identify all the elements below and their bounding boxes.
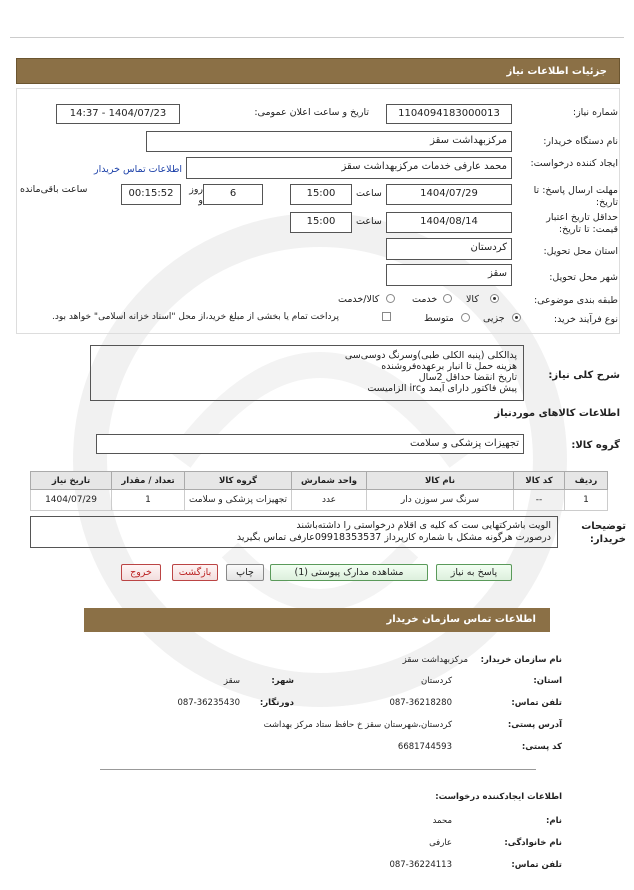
purchase-radio-medium[interactable] [461,313,470,322]
category-radio-goods[interactable] [490,294,499,303]
table-row [31,490,608,511]
cell-row: 1 [565,490,608,511]
creator-section-title: اطلاعات ایجادکننده درخواست: [435,792,562,802]
cell-group: تجهیزات پزشکی و سلامت [185,490,292,511]
time-remaining-field: 00:15:52 [121,184,181,205]
requester-label: ایجاد کننده درخواست: [530,158,618,169]
price-validity-time-label: ساعت [356,216,382,227]
purchase-minor-label: جزیی [483,313,505,324]
contact-city-label: شهر: [271,676,294,686]
buyer-org-label: نام دستگاه خریدار: [543,136,618,147]
print-button[interactable]: چاپ [226,564,264,581]
price-validity-label: حداقل تاریخ اعتبار قیمت: تا تاریخ: [546,212,618,235]
creator-lastname-value: عارفی [429,838,452,848]
col-date: تاریخ نیاز [31,472,112,490]
creator-phone-value: 087-36224113 [389,860,452,870]
contact-fax-label: دورنگار: [259,698,294,708]
goods-section-title: اطلاعات کالاهای موردنیاز [494,408,620,419]
contact-province-label: استان: [533,676,562,686]
announce-datetime-label: تاریخ و ساعت اعلان عمومی: [254,107,369,118]
form-frame [16,88,620,334]
contact-phone-value: 087-36218280 [389,698,452,708]
col-unit: واحد شمارش [292,472,367,490]
delivery-province-field: کردستان [386,238,512,260]
announce-datetime-field: 1404/07/23 - 14:37 [56,104,180,124]
goods-group-field: تجهیزات پزشکی و سلامت [96,434,524,454]
goods-group-label: گروه کالا: [571,440,620,451]
contact-phone-label: تلفن تماس: [511,698,562,708]
delivery-city-label: شهر محل تحویل: [549,272,618,283]
contact-fax-value: 087-36235430 [177,698,240,708]
category-goods-service-label: کالا/خدمت [338,294,380,305]
notes-line: الویت باشرکتهایی ست که کلیه ی اقلام درخواستی را داشته‌باشند [296,520,551,531]
need-number-field: 1104094183000013 [386,104,512,124]
need-number-label: شماره نیاز: [572,107,618,118]
creator-name-value: محمد [432,816,452,826]
cell-date: 1404/07/29 [31,490,112,511]
creator-lastname-label: نام خانوادگی: [504,838,562,848]
col-code: کد کالا [514,472,565,490]
purchase-type-label: نوع فرآیند خرید: [553,314,618,325]
category-service-label: خدمت [412,294,438,305]
category-radio-service[interactable] [443,294,452,303]
cell-code: -- [514,490,565,511]
contact-header: اطلاعات تماس سازمان خریدار [84,608,550,632]
summary-line: پیش فاکتور دارای آیمد وirc الزامیست [367,383,517,394]
contact-postal-label: کد پستی: [521,742,562,752]
time-remaining-label: ساعت باقی‌مانده [20,184,88,195]
summary-box [90,345,524,401]
reply-button[interactable]: پاسخ به نیاز [436,564,512,581]
contact-postal-value: 6681744593 [397,742,452,752]
exit-button[interactable]: خروج [121,564,161,581]
summary-label: شرح کلی نیاز: [548,370,620,381]
contact-province-value: کردستان [420,676,452,686]
days-label: روز و [189,184,203,206]
contact-city-value: سقز [223,676,240,686]
contact-divider [100,769,536,770]
buyer-org-field: مرکزبهداشت سقز [146,131,512,152]
summary-line: پدالکلی (پنبه الکلی طبی)وسرنگ دوسی‌سی [344,350,517,361]
category-label: طبقه بندی موضوعی: [533,295,618,306]
table-header-row [31,472,608,490]
treasury-checkbox[interactable] [382,312,391,321]
page-header: جزئیات اطلاعات نیاز [16,58,620,84]
reply-deadline-date: 1404/07/29 [386,184,512,205]
notes-line: درصورت هرگونه مشکل با شماره کارپرداز 09918353537عارفی تماس بگیرید [236,532,551,543]
reply-deadline-label: مهلت ارسال پاسخ: تا تاریخ: [533,185,618,208]
back-button[interactable]: بازگشت [172,564,218,581]
notes-label: توضیحات خریدار: [581,521,626,545]
col-group: گروه کالا [185,472,292,490]
buyer-contact-link[interactable]: اطلاعات تماس خریدار [94,164,183,175]
price-validity-time: 15:00 [290,212,352,233]
creator-name-label: نام: [545,816,562,826]
purchase-radio-minor[interactable] [512,313,521,322]
col-name: نام کالا [367,472,514,490]
category-radio-goods-service[interactable] [386,294,395,303]
cell-qty: 1 [112,490,185,511]
notes-box [30,516,558,548]
summary-line: هزینه حمل تا انبار برعهده‌فروشنده [381,361,517,372]
contact-address-value: کردستان،شهرستان سقز خ حافظ ستاد مرکز بهداشت [263,720,452,730]
category-goods-label: کالا [466,294,479,305]
price-validity-date: 1404/08/14 [386,212,512,233]
attachments-button[interactable]: مشاهده مدارک پیوستی (1) [270,564,428,581]
requester-field: محمد عارفی خدمات مرکزبهداشت سقز [186,157,512,179]
creator-phone-label: تلفن تماس: [511,860,562,870]
days-remaining-field: 6 [203,184,263,205]
contact-address-label: آدرس پستی: [507,720,562,730]
delivery-province-label: استان محل تحویل: [543,246,618,257]
goods-table [30,471,608,511]
reply-deadline-time: 15:00 [290,184,352,205]
purchase-medium-label: متوسط [424,313,454,324]
cell-name: سرنگ سر سوزن دار [367,490,514,511]
top-divider [10,37,624,38]
contact-org-label: نام سازمان خریدار: [480,655,562,665]
reply-deadline-time-label: ساعت [356,188,382,199]
treasury-note: پرداخت تمام یا بخشی از مبلغ خرید،از محل "اسناد خزانه اسلامی" خواهد بود. [52,312,340,322]
contact-org-value: مرکزبهداشت سقز [402,655,468,665]
cell-unit: عدد [292,490,367,511]
delivery-city-field: سقز [386,264,512,286]
col-qty: تعداد / مقدار [112,472,185,490]
col-row: ردیف [565,472,608,490]
summary-line: تاریخ انقضا حداقل 2سال [418,372,517,383]
